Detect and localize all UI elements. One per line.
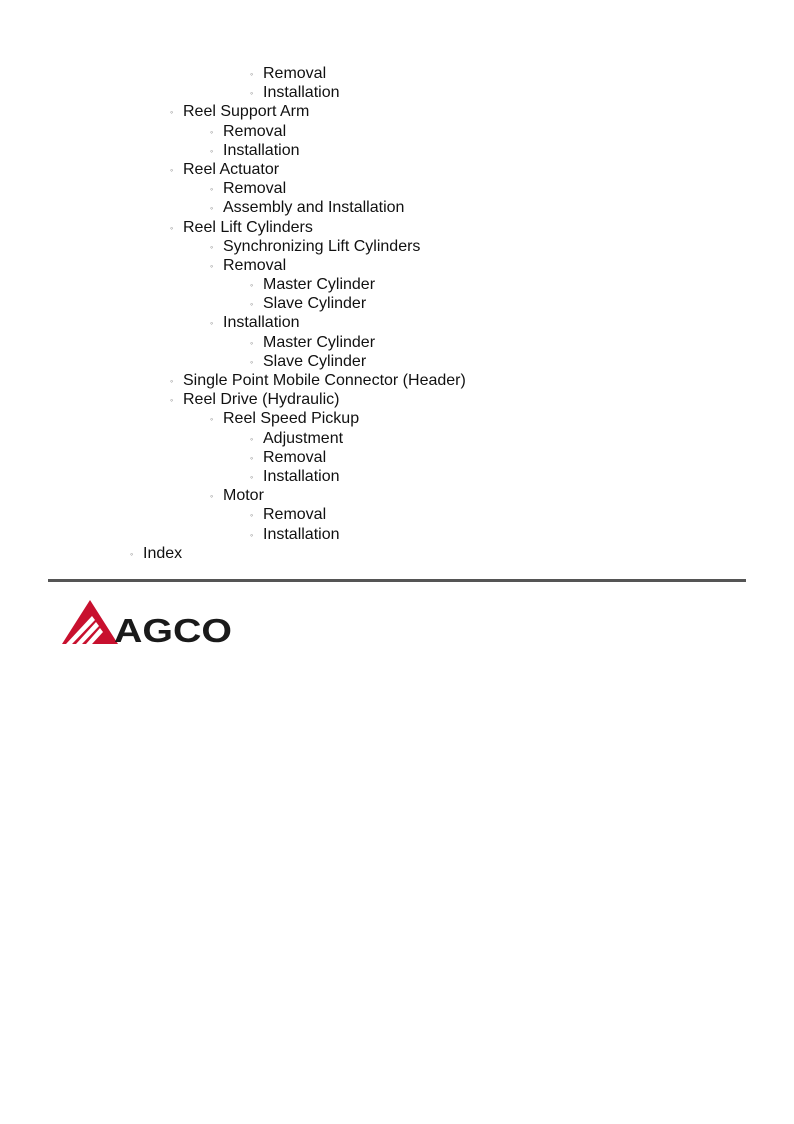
toc-item[interactable] — [0, 313, 794, 332]
agco-triangle-icon — [62, 600, 118, 644]
bullet-icon: ◦ — [170, 107, 174, 118]
toc-item[interactable] — [0, 448, 794, 467]
bullet-icon: ◦ — [210, 145, 214, 156]
bullet-icon: ◦ — [130, 548, 134, 559]
toc-item[interactable] — [0, 83, 794, 102]
bullet-icon: ◦ — [170, 376, 174, 386]
toc-item[interactable] — [0, 486, 794, 505]
bullet-icon: ◦ — [210, 126, 214, 137]
toc-item[interactable] — [0, 275, 794, 294]
toc-item-label[interactable]: Adjustment — [263, 429, 344, 447]
toc-item-label[interactable]: Reel Actuator — [183, 160, 280, 178]
toc-item-label[interactable]: Motor — [223, 487, 264, 505]
toc-item-label[interactable]: Removal — [223, 256, 287, 274]
toc-item[interactable] — [0, 390, 794, 409]
toc-item[interactable] — [0, 198, 794, 217]
toc-item-label[interactable]: Installation — [263, 525, 340, 543]
toc-item[interactable] — [0, 333, 794, 352]
toc-item[interactable] — [0, 429, 794, 448]
bullet-icon: ◦ — [250, 471, 254, 482]
toc-item-label[interactable]: Synchronizing Lift Cylinders — [223, 237, 421, 255]
toc-item[interactable] — [0, 179, 794, 198]
bullet-icon: ◦ — [210, 184, 214, 195]
toc-item[interactable] — [0, 505, 794, 524]
bullet-icon: ◦ — [250, 510, 254, 521]
agco-logo — [62, 598, 234, 646]
toc-item-label[interactable]: Removal — [263, 506, 327, 524]
bullet-icon: ◦ — [250, 88, 254, 99]
toc-item[interactable] — [0, 256, 794, 275]
toc-item[interactable] — [0, 218, 794, 237]
toc-item[interactable] — [0, 122, 794, 141]
toc-item-label[interactable]: Assembly and Installation — [223, 199, 405, 217]
toc-item-label[interactable]: Index — [143, 544, 183, 562]
toc-item-label[interactable]: Installation — [263, 84, 340, 102]
bullet-icon: ◦ — [250, 356, 254, 367]
toc-item-label[interactable]: Installation — [263, 467, 340, 485]
bullet-icon: ◦ — [250, 452, 254, 463]
toc-item-label[interactable]: Master Cylinder — [263, 276, 376, 294]
toc-item-label[interactable]: Slave Cylinder — [263, 295, 367, 313]
toc-item-label[interactable]: Reel Support Arm — [183, 103, 310, 121]
bullet-icon: ◦ — [250, 337, 254, 348]
bullet-icon: ◦ — [210, 491, 214, 502]
toc-item-label[interactable]: Removal — [263, 448, 327, 466]
toc-item[interactable] — [0, 102, 794, 121]
toc-item-label[interactable]: Slave Cylinder — [263, 352, 367, 370]
toc-item[interactable] — [0, 64, 794, 83]
bullet-icon: ◦ — [250, 299, 254, 310]
toc-item-label[interactable]: Removal — [223, 180, 287, 198]
toc-item[interactable] — [0, 467, 794, 486]
bullet-icon: ◦ — [210, 318, 214, 329]
bullet-icon: ◦ — [250, 433, 254, 444]
toc-item-label[interactable]: Reel Lift Cylinders — [183, 218, 313, 236]
toc-item[interactable] — [0, 141, 794, 160]
toc-item-label[interactable]: Removal — [223, 122, 287, 140]
bullet-icon: ◦ — [170, 395, 174, 406]
toc-item-label[interactable]: Installation — [223, 141, 300, 159]
toc-item[interactable] — [0, 371, 794, 390]
bullet-icon: ◦ — [170, 164, 174, 175]
toc-item-label[interactable]: Installation — [223, 314, 300, 332]
bullet-icon: ◦ — [210, 414, 214, 425]
divider-line — [48, 579, 746, 582]
toc-item-label[interactable]: Reel Speed Pickup — [223, 410, 360, 428]
toc-item[interactable] — [0, 525, 794, 544]
bullet-icon: ◦ — [210, 260, 214, 271]
bullet-icon: ◦ — [210, 203, 214, 214]
toc-item-label[interactable]: Master Cylinder — [263, 333, 376, 351]
toc-item[interactable] — [0, 294, 794, 313]
toc-item-label[interactable]: Reel Drive (Hydraulic) — [183, 391, 340, 409]
toc-item-label[interactable]: Removal — [263, 65, 327, 82]
toc-item[interactable] — [0, 409, 794, 428]
bullet-icon: ◦ — [170, 222, 174, 233]
toc-item-label[interactable]: Single Point Mobile Connector (Header) — [183, 372, 466, 389]
toc-item[interactable] — [0, 352, 794, 371]
bullet-icon: ◦ — [250, 69, 254, 79]
bullet-icon: ◦ — [210, 241, 214, 252]
toc-item[interactable] — [0, 160, 794, 179]
table-of-contents — [0, 64, 794, 563]
toc-item[interactable] — [0, 237, 794, 256]
agco-logo-text: AGCO — [114, 612, 232, 646]
toc-item[interactable] — [0, 544, 794, 563]
bullet-icon: ◦ — [250, 529, 254, 540]
bullet-icon: ◦ — [250, 280, 254, 291]
